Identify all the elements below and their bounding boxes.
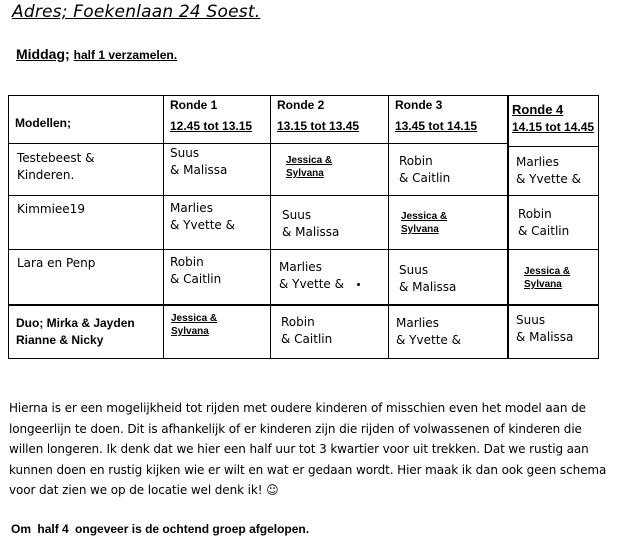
middag-value: half 1 verzamelen. — [73, 48, 178, 62]
assignment-line: & Yvette & — [170, 218, 235, 232]
footer-rest: ongeveer is de ochtend groep afgelopen. — [75, 522, 310, 536]
table-row-line — [8, 249, 599, 250]
model-line: Kinderen. — [17, 168, 75, 182]
assignment-cell — [286, 154, 332, 180]
round-4-time: 14.15 tot 14.45 — [512, 120, 595, 134]
assignment-cell — [518, 206, 569, 240]
assignment-cell — [524, 265, 570, 291]
assignment-line: Robin — [518, 207, 552, 221]
assignment-line: Sylvana — [286, 168, 324, 179]
assignment-line: & Malissa — [170, 163, 228, 177]
assignment-line: Robin — [399, 154, 433, 168]
assignment-line: Marlies — [396, 316, 439, 330]
assignment-line: Robin — [170, 255, 204, 269]
header-round-4 — [512, 102, 594, 135]
assignment-line: & Yvette & — [279, 277, 344, 291]
middag-line — [16, 46, 177, 64]
assignment-cell — [171, 312, 217, 338]
assignment-line: & Malissa — [282, 225, 340, 239]
table-row-line — [509, 146, 599, 147]
middag-label: Middag; — [16, 46, 70, 62]
assignment-cell — [399, 153, 450, 187]
model-line: Duo; Mirka & Jayden — [16, 316, 135, 330]
round-3-time: 13.45 tot 14.15 — [395, 119, 478, 133]
round-4-name: Ronde 4 — [512, 102, 564, 117]
header-round-2 — [277, 98, 359, 134]
assignment-line: & Yvette & — [396, 333, 461, 347]
assignment-cell — [396, 315, 461, 349]
assignment-line: Suus — [399, 263, 429, 277]
table-border-bottom — [8, 358, 599, 359]
paragraph-line: longeerlijn te doen. Dit is afhankelijk of er kinderen zijn die rijden of volwassenen of kinderen die — [9, 421, 582, 436]
assignment-cell — [401, 210, 447, 236]
round-2-time: 13.15 tot 13.45 — [277, 119, 360, 133]
table-row-line — [8, 304, 599, 306]
paragraph-line: kunnen doen en rustig kijken wie er wilt en wat er gedaan wordt. Hier maak ik dan ook geen schema — [9, 462, 607, 477]
assignment-line: Jessica & — [401, 211, 448, 222]
model-line: Testebeest & — [17, 151, 95, 165]
assignment-line: Jessica & — [524, 266, 571, 277]
assignment-cell — [282, 207, 339, 241]
table-row-line — [8, 143, 509, 144]
assignment-line: Robin — [281, 315, 315, 329]
assignment-cell — [170, 145, 227, 179]
model-cell — [16, 315, 135, 349]
footer-line — [11, 522, 309, 536]
assignment-line: Sylvana — [171, 326, 209, 337]
assignment-line: & Caitlin — [399, 171, 451, 185]
assignment-cell — [279, 259, 344, 293]
table-col-line — [388, 95, 389, 359]
assignment-cell — [516, 312, 573, 346]
assignment-line: Sylvana — [401, 224, 439, 235]
model-cell — [17, 150, 95, 184]
round-1-time: 12.45 tot 13.15 — [170, 119, 253, 133]
assignment-line: Suus — [516, 313, 546, 327]
assignment-line: Sylvana — [524, 279, 562, 290]
round-3-name: Ronde 3 — [395, 98, 443, 112]
model-cell — [17, 255, 95, 272]
table-col-line — [163, 95, 164, 359]
info-paragraph — [9, 398, 621, 501]
assignment-line: & Malissa — [399, 280, 457, 294]
assignment-line: & Malissa — [516, 330, 574, 344]
assignment-line: & Caitlin — [170, 272, 222, 286]
assignment-line: Suus — [170, 146, 200, 160]
paragraph-line: Hierna is er een mogelijkheid tot rijden met oudere kinderen of misschien even het model aan de — [9, 401, 586, 415]
assignment-line: & Caitlin — [518, 224, 570, 238]
model-line: Lara en Penp — [17, 256, 96, 270]
assignment-cell — [281, 314, 332, 348]
model-line: Kimmiee19 — [17, 202, 85, 216]
assignment-line: Marlies — [279, 260, 322, 274]
footer-half4: half 4 — [37, 522, 69, 536]
table-row-line — [8, 195, 599, 196]
assignment-line: Marlies — [170, 201, 213, 215]
header-round-1 — [170, 98, 252, 134]
assignment-line: Jessica & — [171, 313, 218, 324]
assignment-cell — [399, 262, 456, 296]
model-line: Rianne & Nicky — [16, 333, 104, 347]
header-models: Modellen; — [15, 116, 71, 130]
model-cell — [17, 201, 85, 218]
assignment-cell — [170, 200, 235, 234]
table-col-line — [507, 95, 509, 359]
stray-dot — [357, 283, 360, 286]
round-2-name: Ronde 2 — [277, 98, 325, 112]
assignment-line: Suus — [282, 208, 312, 222]
table-border-left — [8, 95, 9, 359]
table-border-right — [598, 95, 599, 359]
footer-om: Om — [11, 522, 32, 536]
header-round-3 — [395, 98, 477, 134]
paragraph-line: willen longeren. Ik denk dat we hier een half uur tot 3 kwartier voor uit trekken. Dat we rustig aan — [9, 442, 589, 456]
round-1-name: Ronde 1 — [170, 98, 218, 112]
assignment-cell — [516, 154, 581, 188]
assignment-line: Marlies — [516, 155, 559, 169]
table-border-top — [8, 95, 599, 96]
assignment-cell — [170, 254, 221, 288]
assignment-line: & Yvette & — [516, 172, 581, 186]
assignment-line: Jessica & — [286, 155, 333, 166]
paragraph-line: voor dat zien we op de locatie wel denk ik! ☺ — [9, 483, 279, 497]
table-col-line — [270, 95, 271, 359]
assignment-line: & Caitlin — [281, 332, 333, 346]
address-title: Adres; Foekenlaan 24 Soest. — [12, 2, 261, 22]
